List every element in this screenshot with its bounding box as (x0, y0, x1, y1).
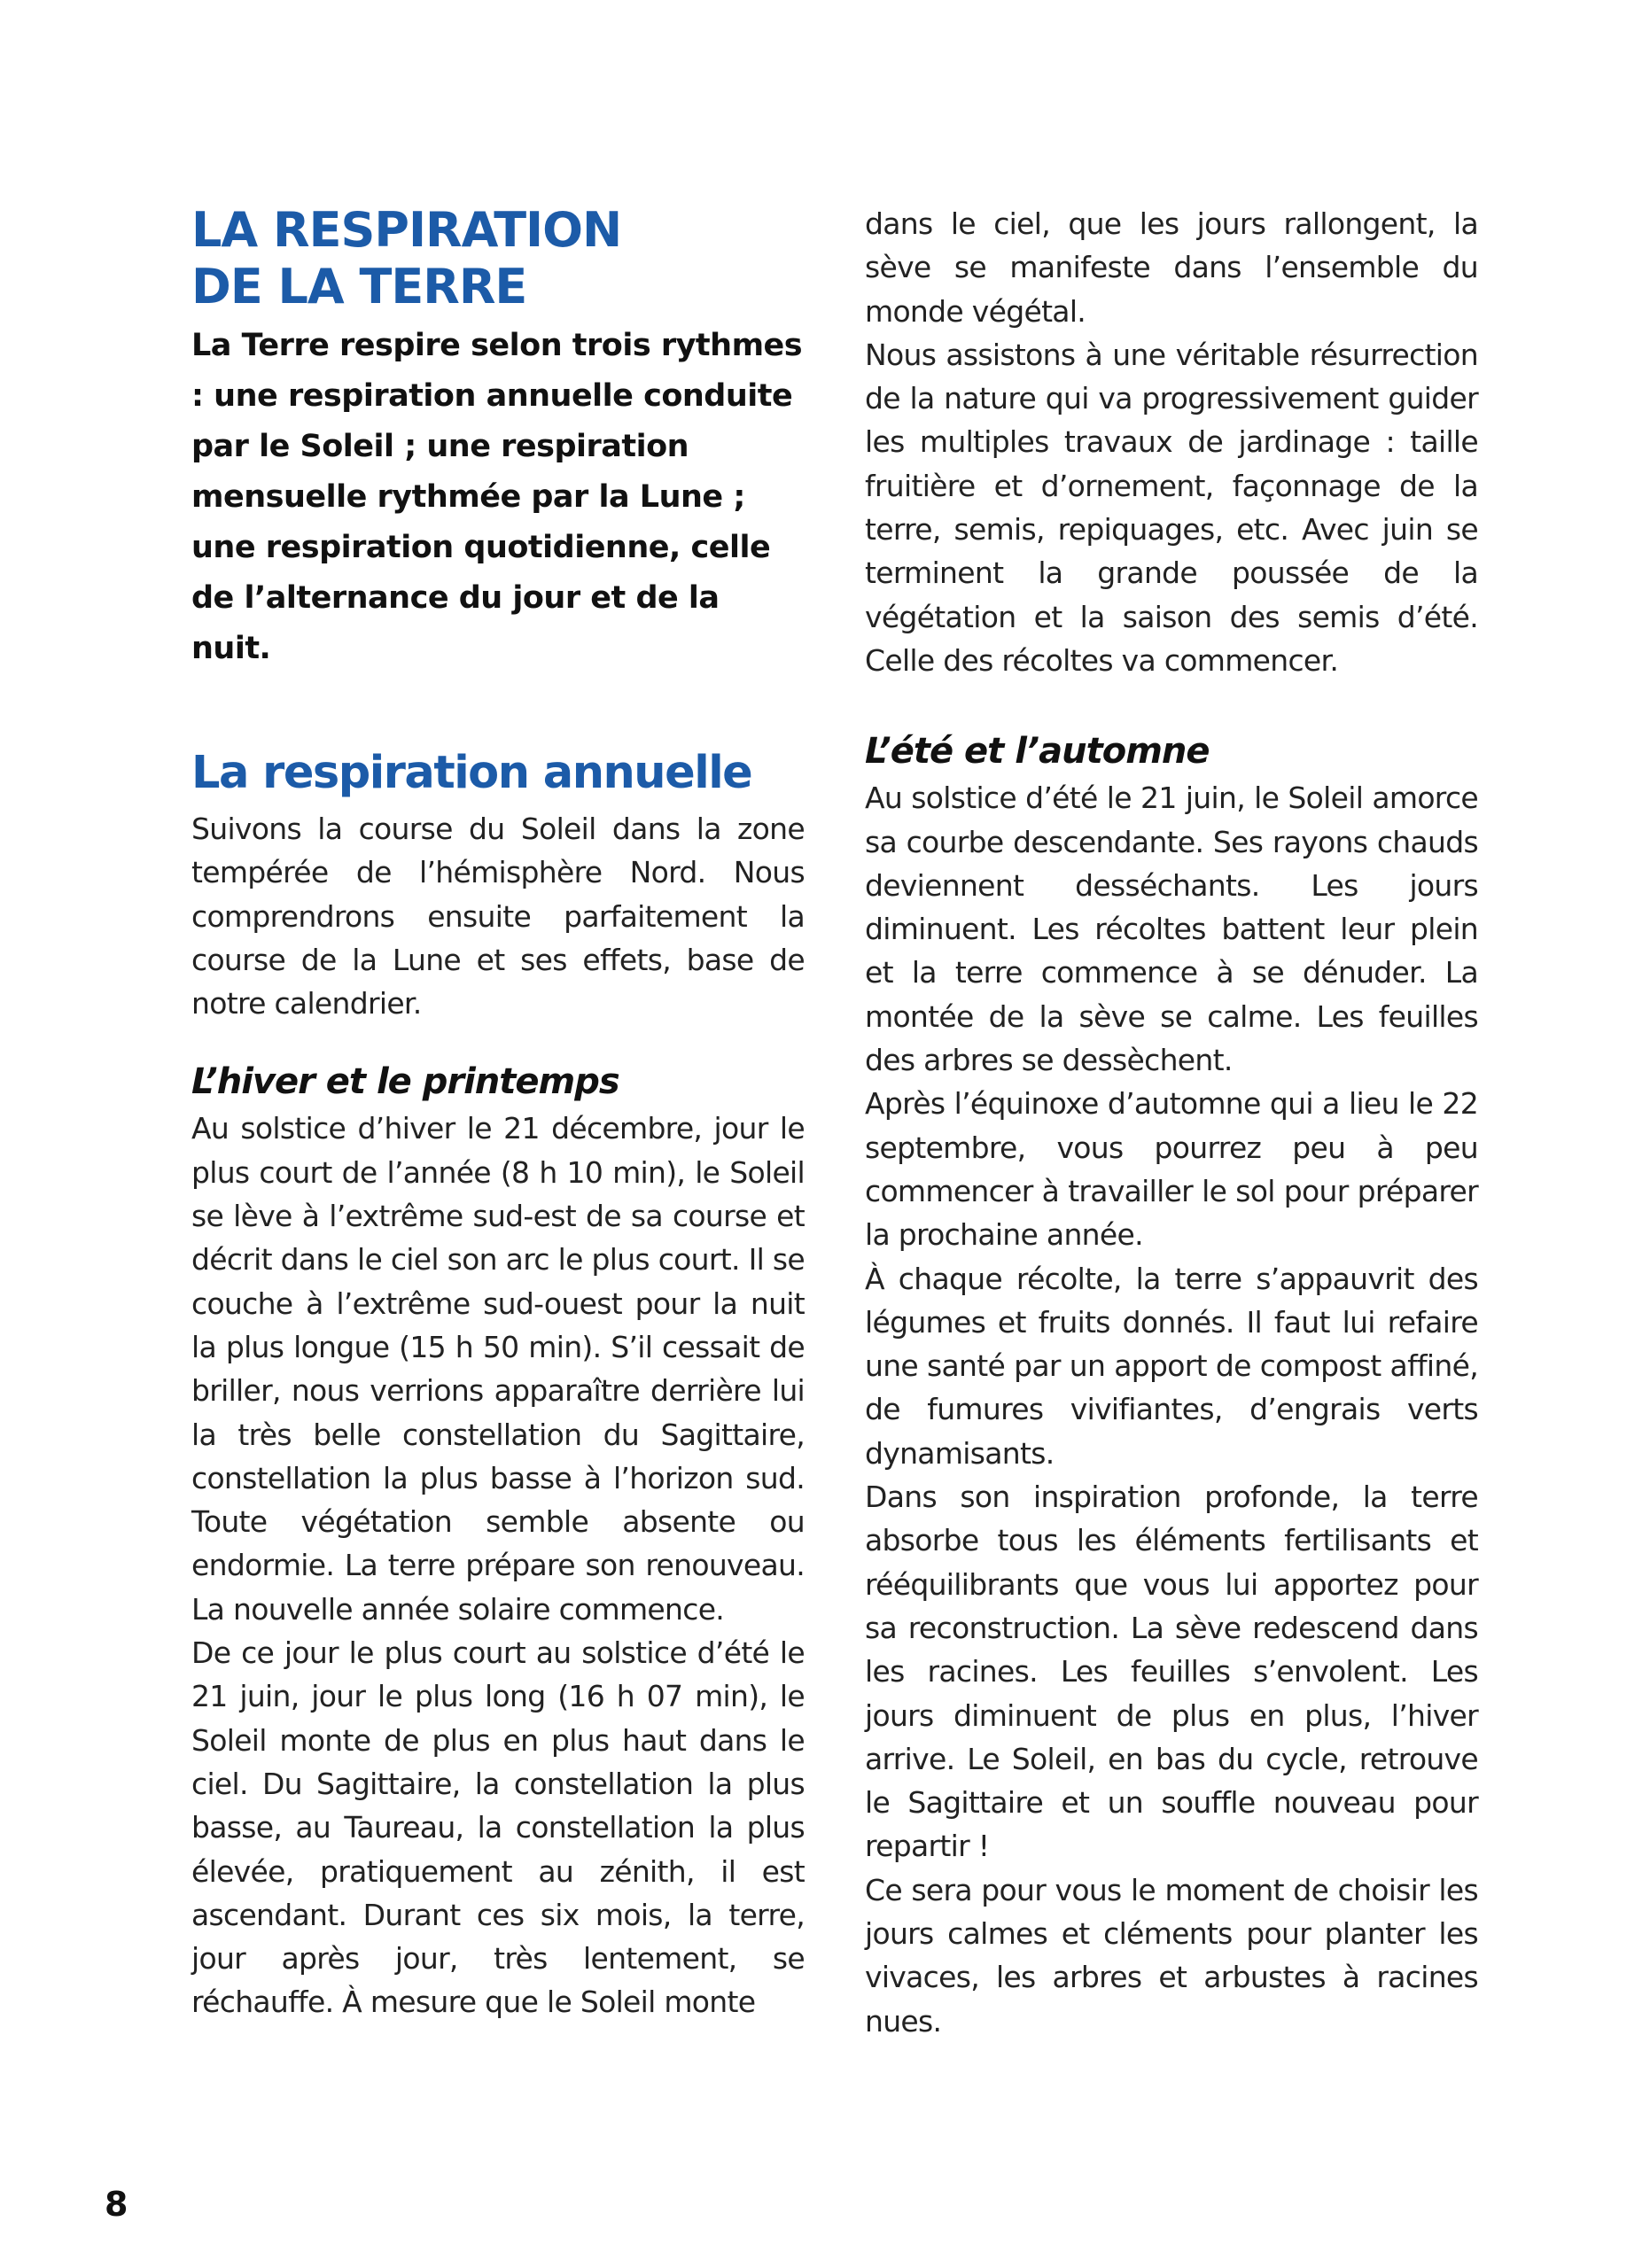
page-number: 8 (105, 2185, 128, 2224)
paragraph-annual-intro: Suivons la course du Soleil dans la zone tempérée de l’hémisphère Nord. Nous comprendrons ensuite parfaitement la course de la Lune et ses effets, base de notre calendrier. (191, 812, 805, 1021)
paragraph-continuation-1: dans le ciel, que les jours rallongent, la sève se manifeste dans l’ensemble du monde végétal. (865, 206, 1478, 329)
page-title-line-2: DE LA TERRE (191, 259, 527, 315)
paragraph-continuation-2: Nous assistons à une véritable résurrection de la nature qui va progressivement guider les multiples travaux de jardinage : taille fruitière et d’ornement, façonnage de la terre, semis, repiquages, etc. Avec juin se terminent la grande poussée de la végétation et la saison des semis d’été. Celle des récoltes va commencer. (865, 337, 1478, 678)
paragraph-summer-5: Ce sera pour vous le moment de choisir les jours calmes et cléments pour planter les vivaces, les arbres et arbustes à racines nues. (865, 1872, 1478, 2039)
subheading-summer-autumn: L’été et l’automne (865, 731, 1210, 773)
paragraph-winter-2: De ce jour le plus court au solstice d’été le 21 juin, jour le plus long (16 h 07 min), le Soleil monte de plus en plus haut dans le ciel. Du Sagittaire, la constellation la plus basse, au Taureau, la constellation la plus élevée, pratiquement au zénith, il est ascendant. Durant ces six mois, la terre, jour après jour, très lentement, se réchauffe. À mesure que le Soleil monte (191, 1635, 805, 2020)
paragraph-summer-4: Dans son inspiration profonde, la terre absorbe tous les éléments fertilisants et rééquilibrants que vous lui apportez pour sa reconstruction. La sève redescend dans les racines. Les feuilles s’envolent. Les jours diminuent de plus en plus, l’hiver arrive. Le Soleil, en bas du cycle, retrouve le Sagittaire et un souffle nouveau pour repartir ! (865, 1480, 1478, 1864)
paragraph-winter-1: Au solstice d’hiver le 21 décembre, jour le plus court de l’année (8 h 10 min), le Soleil se lève à l’extrême sud-est de sa course et décrit dans le ciel son arc le plus court. Il se couche à l’extrême sud-ouest pour la nuit la plus longue (15 h 50 min). S’il cessait de briller, nous verrions apparaître derrière lui la très belle constellation du Sagittaire, constellation la plus basse à l’horizon sud. Toute végétation semble absente ou endormie. La terre prépare son renouveau. La nouvelle année solaire commence. (191, 1111, 805, 1627)
lead-paragraph: La Terre respire selon trois rythmes : une respiration annuelle conduite par le Soleil ; une respiration mensuelle rythmée par la Lune ; une respiration quotidienne, celle de l’alternance du jour et de la nuit. (191, 328, 803, 666)
paragraph-summer-3: À chaque récolte, la terre s’appauvrit des légumes et fruits donnés. Il faut lui refaire une santé par un apport de compost affiné, de fumures vivifiantes, d’engrais verts dynamisants. (865, 1261, 1478, 1471)
left-column (191, 202, 805, 2024)
subheading-winter-spring: L’hiver et le printemps (191, 1061, 619, 1103)
paragraph-summer-2: Après l’équinoxe d’automne qui a lieu le 22 septembre, vous pourrez peu à peu commencer à travailler le sol pour préparer la prochaine année. (865, 1086, 1478, 1253)
section-heading-annual: La respiration annuelle (191, 747, 752, 799)
page-title-line-1: LA RESPIRATION (191, 202, 622, 258)
page-title (191, 202, 805, 315)
paragraph-summer-1: Au solstice d’été le 21 juin, le Soleil amorce sa courbe descendante. Ses rayons chauds deviennent desséchants. Les jours diminuent. Les récoltes battent leur plein et la terre commence à se dénuder. La montée de la sève se calme. Les feuilles des arbres se dessèchent. (865, 781, 1478, 1078)
right-column (865, 202, 1478, 2043)
